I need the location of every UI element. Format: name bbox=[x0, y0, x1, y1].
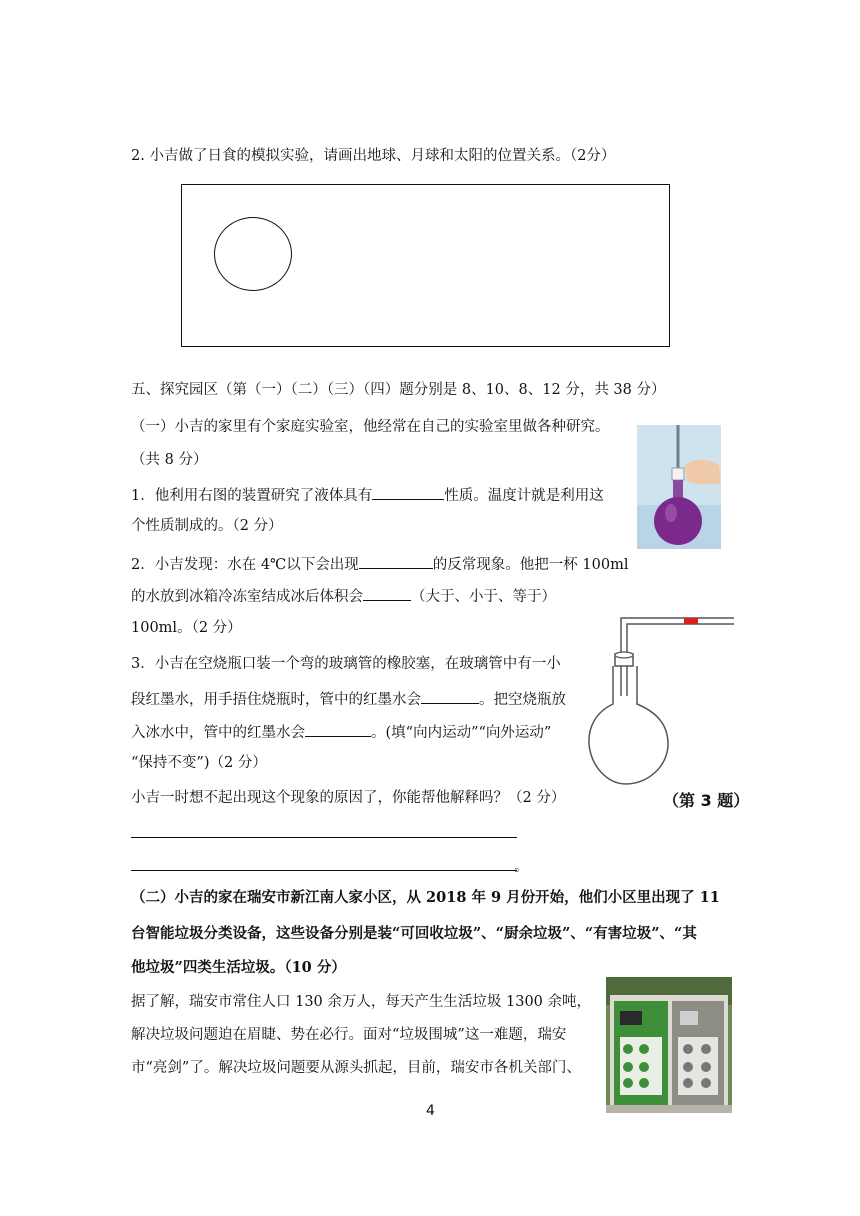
answer-period: 。 bbox=[514, 859, 529, 875]
part-2-title-a: （二）小吉的家在瑞安市新江南人家小区，从 2018 年 9 月份开始，他们小区里出现了 11 bbox=[131, 889, 720, 906]
part-1-question-3c bbox=[131, 720, 551, 743]
page-number: 4 bbox=[426, 1103, 435, 1119]
q2-blank-2[interactable] bbox=[363, 584, 411, 601]
q3-text-b: 段红墨水，用手捂住烧瓶时，管中的红墨水会 bbox=[131, 692, 421, 708]
part-1-question-3b bbox=[131, 687, 566, 710]
part-2-paragraph-b: 解决垃圾问题迫在眉睫、势在必行。面对“垃圾围城”这一难题，瑞安 bbox=[131, 1027, 567, 1043]
q2-text-c: 的水放到冰箱冷冻室结成冰后体积会 bbox=[131, 589, 363, 605]
flask-diagram bbox=[586, 612, 736, 788]
part-1-intro: （一）小吉的家里有个家庭实验室，他经常在自己的实验室里做各种研究。 bbox=[131, 419, 610, 435]
part-1-score: （共 8 分） bbox=[131, 452, 208, 468]
flask-photo bbox=[637, 425, 721, 549]
q3-blank-2[interactable] bbox=[305, 720, 371, 737]
part-1-question-3e: 小吉一时想不起出现这个现象的原因了，你能帮他解释吗？（2 分） bbox=[131, 790, 566, 806]
part-2-title-b: 台智能垃圾分类设备，这些设备分别是装“可回收垃圾”、“厨余垃圾”、“有害垃圾”、“其 bbox=[131, 925, 697, 942]
part-1-question-3a: 3．小吉在空烧瓶口装一个弯的玻璃管的橡胶塞，在玻璃管中有一小 bbox=[131, 656, 561, 672]
q3-text-c: 。把空烧瓶放 bbox=[479, 692, 566, 708]
q1-text-b: 性质。温度计就是利用这 bbox=[444, 488, 604, 504]
section-5-title: 五、探究园区（第（一）（二）（三）（四）题分别是 8、10、8、12 分，共 38 分） bbox=[131, 382, 666, 398]
part-2-paragraph-a: 据了解，瑞安市常住人口 130 余万人，每天产生生活垃圾 1300 余吨， bbox=[131, 994, 592, 1010]
q2-text-d: （大于、小于、等于） bbox=[411, 589, 556, 605]
part-1-question-2b bbox=[131, 584, 556, 607]
part-2-title-c: 他垃圾”四类生活垃圾。（10 分） bbox=[131, 959, 346, 976]
q2-text-b: 的反常现象。他把一杯 100ml bbox=[432, 557, 629, 573]
q3-text-d: 入冰水中，管中的红墨水会 bbox=[131, 725, 305, 741]
part-2-paragraph-c: 市“亮剑”了。解决垃圾问题要从源头抓起，目前，瑞安市各机关部门、 bbox=[131, 1060, 581, 1076]
part-1-question-1a bbox=[131, 483, 604, 506]
figure-3-caption: （第 3 题） bbox=[663, 791, 750, 810]
sun-circle bbox=[214, 217, 292, 291]
answer-line-2[interactable] bbox=[131, 870, 517, 871]
q3-text-e: 。(填“向内运动”“向外运动” bbox=[371, 725, 552, 741]
q1-blank[interactable] bbox=[372, 483, 444, 500]
question-2: 2. 小吉做了日食的模拟实验，请画出地球、月球和太阳的位置关系。（2分） bbox=[131, 148, 616, 164]
q2-text-a: 2．小吉发现：水在 4℃以下会出现 bbox=[131, 557, 359, 573]
q2-blank-1[interactable] bbox=[359, 552, 433, 569]
part-1-question-3d: “保持不变”)（2 分） bbox=[131, 755, 267, 771]
q3-blank-1[interactable] bbox=[421, 687, 479, 704]
part-1-question-2c: 100ml。（2 分） bbox=[131, 620, 242, 636]
drawing-answer-box[interactable] bbox=[181, 184, 670, 347]
part-1-question-1b: 个性质制成的。（2 分） bbox=[131, 518, 283, 534]
garbage-bins-photo bbox=[606, 977, 732, 1113]
answer-line-1[interactable] bbox=[131, 837, 517, 838]
q1-text-a: 1．他利用右图的装置研究了液体具有 bbox=[131, 488, 373, 504]
part-1-question-2a bbox=[131, 552, 628, 575]
